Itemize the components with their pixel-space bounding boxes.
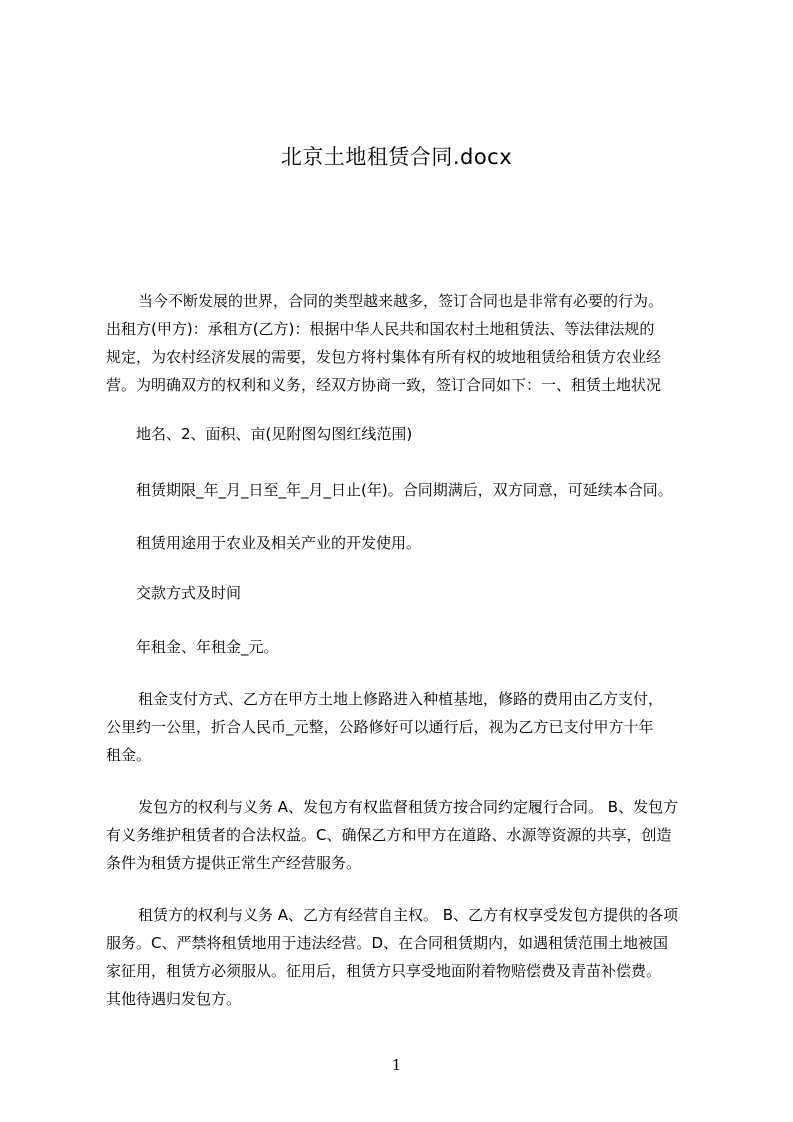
paragraph-line: 出租方(甲方)：承租方(乙方)：根据中华人民共和国农村土地租赁法、等法律法规的: [106, 320, 655, 338]
paragraph-line: 营。为明确双方的权利和义务，经双方协商一致，签订合同如下：一、租赁土地状况: [106, 376, 662, 394]
land-name-paragraph: 地名、2、面积、亩(见附图勾图红线范围): [136, 425, 413, 443]
page-number: 1: [391, 1056, 402, 1074]
paragraph-line: 条件为租赁方提供正常生产经营服务。: [106, 854, 362, 872]
paragraph-line: 服务。C、严禁将租赁地用于违法经营。D、在合同租赁期内，如遇租赁范围土地被国: [106, 934, 669, 952]
paragraph-line: 租赁方的权利与义务 A、乙方有经营自主权。 B、乙方有权享受发包方提供的各项: [138, 906, 679, 924]
paragraph-line: 发包方的权利与义务 A、发包方有权监督租赁方按合同约定履行合同。 B、发包方: [138, 798, 679, 816]
paragraph-line: 家征用，租赁方必须服从。征用后，租赁方只享受地面附着物赔偿费及青苗补偿费。: [106, 962, 662, 980]
document-title: 北京土地租赁合同.docx: [280, 145, 513, 169]
lessee-rights-paragraph: [106, 901, 701, 1013]
payment-method-heading: 交款方式及时间: [136, 584, 242, 602]
paragraph-line: 规定，为农村经济发展的需要，发包方将村集体有所有权的坡地租赁给租赁方农业经: [106, 348, 662, 366]
lease-term-paragraph: 租赁期限_年_月_日至_年_月_日止(年)。合同期满后，双方同意，可延续本合同。: [136, 481, 673, 499]
paragraph-line: 租金。: [106, 746, 152, 764]
lease-purpose-paragraph: 租赁用途用于农业及相关产业的开发使用。: [136, 534, 422, 552]
paragraph-line: 其他待遇归发包方。: [106, 990, 242, 1008]
annual-rent-paragraph: 年租金、年租金_元。: [136, 638, 279, 656]
paragraph-line: 租金支付方式、乙方在甲方土地上修路进入种植基地，修路的费用由乙方支付，: [138, 690, 664, 708]
rent-payment-paragraph: [106, 685, 701, 769]
paragraph-line: 当今不断发展的世界，合同的类型越来越多，签订合同也是非常有必要的行为。: [138, 292, 664, 310]
paragraph-line: 有义务维护租赁者的合法权益。C、确保乙方和甲方在道路、水源等资源的共享，创造: [106, 826, 672, 844]
paragraph-line: 公里约一公里，折合人民币_元整，公路修好可以通行后，视为乙方已支付甲方十年: [106, 718, 654, 736]
intro-paragraph: [106, 287, 701, 399]
lessor-rights-paragraph: [106, 793, 701, 877]
